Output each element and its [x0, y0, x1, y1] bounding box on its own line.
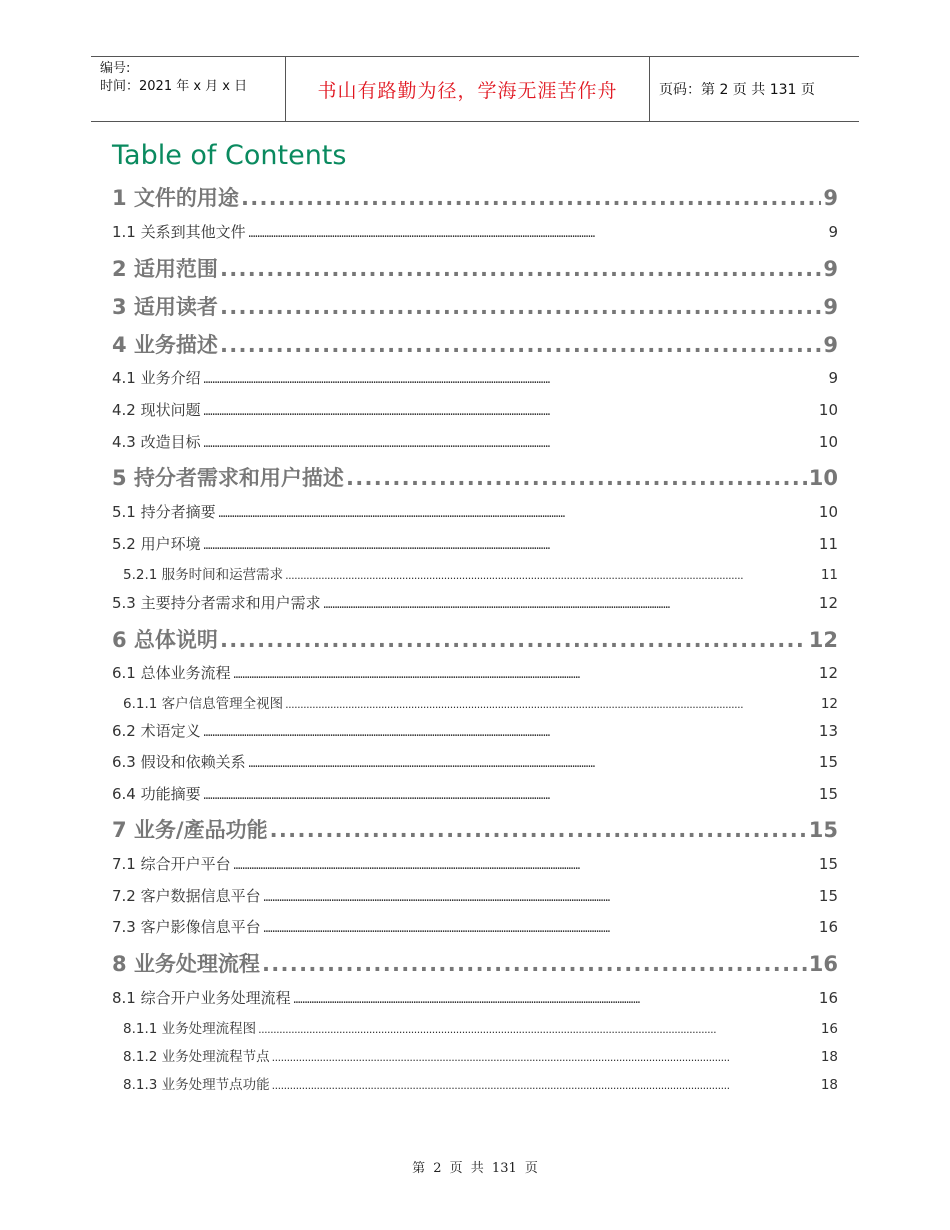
leader-dots — [263, 890, 817, 905]
toc-entry-8-1-2[interactable] — [123, 1045, 838, 1065]
toc-entry-page: 15 — [818, 753, 838, 771]
leader-dots — [263, 921, 817, 936]
toc-entry-page: 18 — [820, 1049, 838, 1065]
leader-dots — [218, 506, 817, 521]
toc-entry-page: 11 — [820, 567, 838, 583]
toc-title: Table of Contents — [112, 140, 347, 171]
toc-entry-page: 16 — [808, 952, 838, 976]
toc-entry-7-3[interactable] — [112, 916, 838, 937]
leader-dots — [285, 569, 819, 582]
toc-entry-text: 6.1.1 客户信息管理全视图 — [123, 696, 284, 712]
toc-entry-page: 16 — [820, 1021, 838, 1037]
toc-entry-8-1-1[interactable] — [123, 1017, 838, 1037]
toc-entry-7-2[interactable] — [112, 885, 838, 906]
toc-entry-text: 4 业务描述 — [112, 333, 218, 357]
header-page-info: 页码：第 2 页 共 131 页 — [659, 82, 815, 98]
toc-entry-page: 12 — [820, 696, 838, 712]
toc-entry-text: 8.1.3 业务处理节点功能 — [123, 1077, 270, 1093]
leader-dots — [220, 295, 821, 319]
toc-entry-text: 1.1 关系到其他文件 — [112, 223, 246, 241]
document-time: 时间：2021 年 x 月 x 日 — [100, 79, 248, 94]
toc-entry-text: 5.1 持分者摘要 — [112, 503, 216, 521]
toc-entry-page: 9 — [823, 186, 838, 210]
toc-entry-text: 1 文件的用途 — [112, 186, 239, 210]
toc-entry-6-3[interactable] — [112, 751, 838, 772]
page-header — [91, 56, 859, 122]
toc-entry-text: 7.2 客户数据信息平台 — [112, 887, 261, 905]
leader-dots — [203, 404, 817, 419]
toc-entry-page: 18 — [820, 1077, 838, 1093]
toc-entry-text: 6.4 功能摘要 — [112, 785, 201, 803]
leader-dots — [272, 1079, 819, 1092]
toc-entry-page: 9 — [828, 223, 838, 241]
toc-entry-6-1-1[interactable] — [123, 692, 838, 712]
toc-entry-4-3[interactable] — [112, 431, 838, 452]
toc-entry-6-2[interactable] — [112, 720, 838, 741]
toc-entry-page: 15 — [818, 887, 838, 905]
toc-entry-text: 5.3 主要持分者需求和用户需求 — [112, 594, 321, 612]
toc-entry-text: 7.3 客户影像信息平台 — [112, 918, 261, 936]
leader-dots — [233, 667, 817, 682]
toc-entry-page: 12 — [818, 664, 838, 682]
leader-dots — [346, 466, 807, 490]
leader-dots — [203, 436, 817, 451]
toc-entry-page: 9 — [823, 257, 838, 281]
toc-entry-text: 7 业务/產品功能 — [112, 818, 268, 842]
leader-dots — [285, 698, 819, 711]
toc-entry-page: 12 — [818, 594, 838, 612]
toc-entry-text: 4.1 业务介绍 — [112, 369, 201, 387]
toc-entry-4-1[interactable] — [112, 367, 838, 388]
toc-entry-text: 3 适用读者 — [112, 295, 218, 319]
document-number-label: 编号: — [100, 61, 131, 76]
toc-entry-6-1[interactable] — [112, 662, 838, 683]
toc-entry-5[interactable] — [112, 462, 838, 492]
toc-entry-text: 7.1 综合开户平台 — [112, 855, 231, 873]
toc-entry-4-2[interactable] — [112, 399, 838, 420]
toc-entry-text: 2 适用范围 — [112, 257, 218, 281]
leader-dots — [241, 186, 821, 210]
leader-dots — [203, 372, 827, 387]
toc-entry-5-3[interactable] — [112, 592, 838, 613]
toc-entry-text: 6.2 术语定义 — [112, 722, 201, 740]
toc-entry-page: 9 — [823, 295, 838, 319]
toc-entry-2[interactable] — [112, 253, 838, 283]
leader-dots — [220, 628, 807, 652]
leader-dots — [203, 725, 817, 740]
toc-entry-text: 5.2 用户环境 — [112, 535, 201, 553]
toc-entry-page: 10 — [818, 503, 838, 521]
leader-dots — [248, 756, 817, 771]
toc-entry-text: 8.1.1 业务处理流程图 — [123, 1021, 257, 1037]
leader-dots — [293, 992, 817, 1007]
leader-dots — [323, 597, 817, 612]
leader-dots — [220, 257, 821, 281]
toc-entry-text: 4.2 现状问题 — [112, 401, 201, 419]
leader-dots — [233, 858, 817, 873]
toc-entry-6[interactable] — [112, 624, 838, 654]
toc-entry-page: 9 — [828, 369, 838, 387]
toc-entry-page: 15 — [818, 855, 838, 873]
toc-entry-page: 15 — [818, 785, 838, 803]
toc-entry-3[interactable] — [112, 291, 838, 321]
toc-entry-page: 10 — [808, 466, 838, 490]
toc-entry-page: 9 — [823, 333, 838, 357]
leader-dots — [262, 952, 807, 976]
header-motto: 书山有路勤为径，学海无涯苦作舟 — [286, 57, 650, 121]
toc-entry-text: 4.3 改造目标 — [112, 433, 201, 451]
page-footer: 第 2 页 共 131 页 — [412, 1161, 538, 1176]
toc-entry-text: 5.2.1 服务时间和运营需求 — [123, 567, 284, 583]
toc-entry-text: 6.1 总体业务流程 — [112, 664, 231, 682]
toc-entry-page: 11 — [818, 535, 838, 553]
toc-entry-8[interactable] — [112, 948, 838, 978]
toc-entry-text: 6.3 假设和依赖关系 — [112, 753, 246, 771]
leader-dots — [248, 226, 827, 241]
toc-entry-8-1-3[interactable] — [123, 1073, 838, 1093]
toc-entry-page: 12 — [808, 628, 838, 652]
toc-entry-page: 10 — [818, 433, 838, 451]
toc-entry-5-2[interactable] — [112, 533, 838, 554]
leader-dots — [203, 788, 817, 803]
toc-entry-5-2-1[interactable] — [123, 563, 838, 583]
toc-entry-1-1[interactable] — [112, 221, 838, 242]
toc-entry-text: 5 持分者需求和用户描述 — [112, 466, 344, 490]
leader-dots — [258, 1023, 819, 1036]
toc-entry-text: 8 业务处理流程 — [112, 952, 260, 976]
toc-entry-7[interactable] — [112, 814, 838, 844]
toc-entry-6-4[interactable] — [112, 783, 838, 804]
toc-entry-page: 16 — [818, 989, 838, 1007]
toc-entry-text: 8.1 综合开户业务处理流程 — [112, 989, 291, 1007]
toc-entry-text: 6 总体说明 — [112, 628, 218, 652]
leader-dots — [270, 818, 807, 842]
toc-entry-page: 10 — [818, 401, 838, 419]
toc-entry-page: 16 — [818, 918, 838, 936]
leader-dots — [203, 538, 817, 553]
toc-entry-4[interactable] — [112, 329, 838, 359]
toc-entry-7-1[interactable] — [112, 853, 838, 874]
leader-dots — [272, 1051, 819, 1064]
toc-entry-page: 13 — [818, 722, 838, 740]
toc-entry-5-1[interactable] — [112, 501, 838, 522]
toc-entry-1[interactable] — [112, 182, 838, 212]
toc-entry-8-1[interactable] — [112, 987, 838, 1008]
leader-dots — [220, 333, 821, 357]
toc-entry-page: 15 — [808, 818, 838, 842]
toc-entry-text: 8.1.2 业务处理流程节点 — [123, 1049, 270, 1065]
header-meta — [91, 57, 286, 121]
